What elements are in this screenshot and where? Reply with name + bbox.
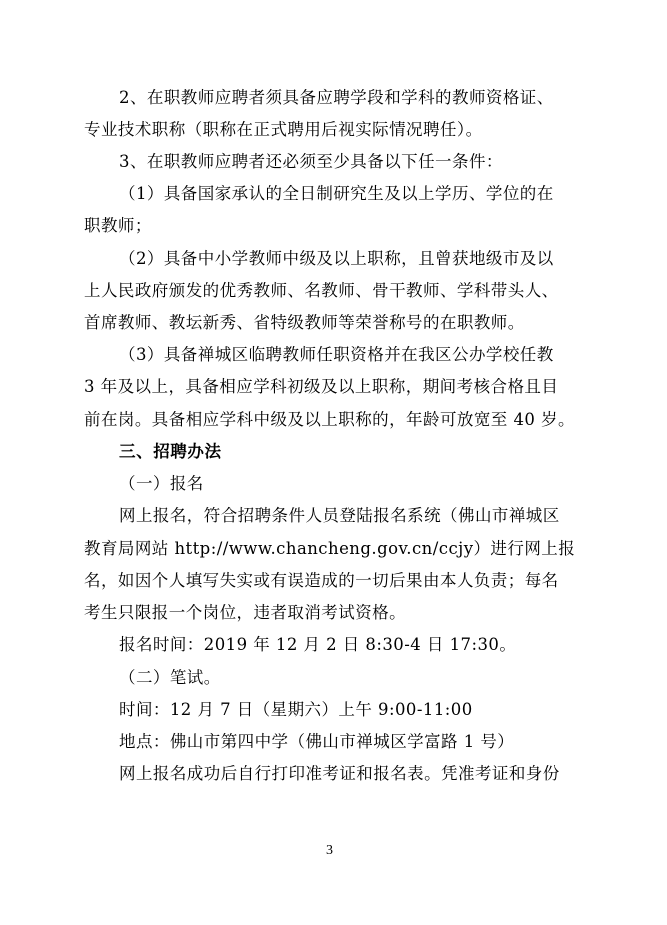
subheading-registration: （一）报名 (119, 474, 204, 493)
registration-line-1: 网上报名，符合招聘条件人员登陆报名系统（佛山市禅城区 (119, 506, 560, 525)
exam-time: 时间：12 月 7 日（星期六）上午 9:00-11:00 (119, 700, 473, 719)
registration-line-2: 教育局网站 http://www.chancheng.gov.cn/ccjy）进行网上报 (84, 539, 576, 558)
paragraph-2-line-1: 2、在职教师应聘者须具备应聘学段和学科的教师资格证、 (119, 88, 554, 107)
subheading-written-exam: （二）笔试。 (119, 668, 221, 687)
item-2-line-3: 首席教师、教坛新秀、省特级教师等荣誉称号的在职教师。 (84, 313, 525, 332)
page-number: 3 (326, 843, 333, 858)
registration-line-3: 名，如因个人填写失实或有误造成的一切后果由本人负责；每名 (84, 571, 559, 590)
item-1-line-1: （1）具备国家承认的全日制研究生及以上学历、学位的在 (119, 184, 554, 203)
item-1-line-2: 职教师； (84, 216, 152, 235)
registration-line-4: 考生只限报一个岗位，违者取消考试资格。 (84, 603, 407, 622)
item-2-line-1: （2）具备中小学教师中级及以上职称，且曾获地级市及以 (119, 249, 554, 268)
item-3-line-1: （3）具备禅城区临聘教师任职资格并在我区公办学校任教 (119, 345, 554, 364)
paragraph-3-line-1: 3、在职教师应聘者还必须至少具备以下任一条件： (119, 152, 503, 171)
registration-time: 报名时间：2019 年 12 月 2 日 8:30-4 日 17:30。 (119, 635, 517, 654)
item-3-line-3: 前在岗。具备相应学科中级及以上职称的，年龄可放宽至 40 岁。 (84, 410, 575, 429)
paragraph-2-line-2: 专业技术职称（职称在正式聘用后视实际情况聘任）。 (84, 120, 483, 139)
exam-admission-note: 网上报名成功后自行打印准考证和报名表。凭准考证和身份 (119, 764, 560, 783)
item-2-line-2: 上人民政府颁发的优秀教师、名教师、骨干教师、学科带头人、 (84, 281, 559, 300)
section-heading-recruitment-method: 三、招聘办法 (119, 442, 222, 461)
exam-location: 地点：佛山市第四中学（佛山市禅城区学富路 1 号） (119, 732, 515, 751)
item-3-line-2: 3 年及以上，具备相应学科初级及以上职称，期间考核合格且目 (84, 377, 559, 396)
